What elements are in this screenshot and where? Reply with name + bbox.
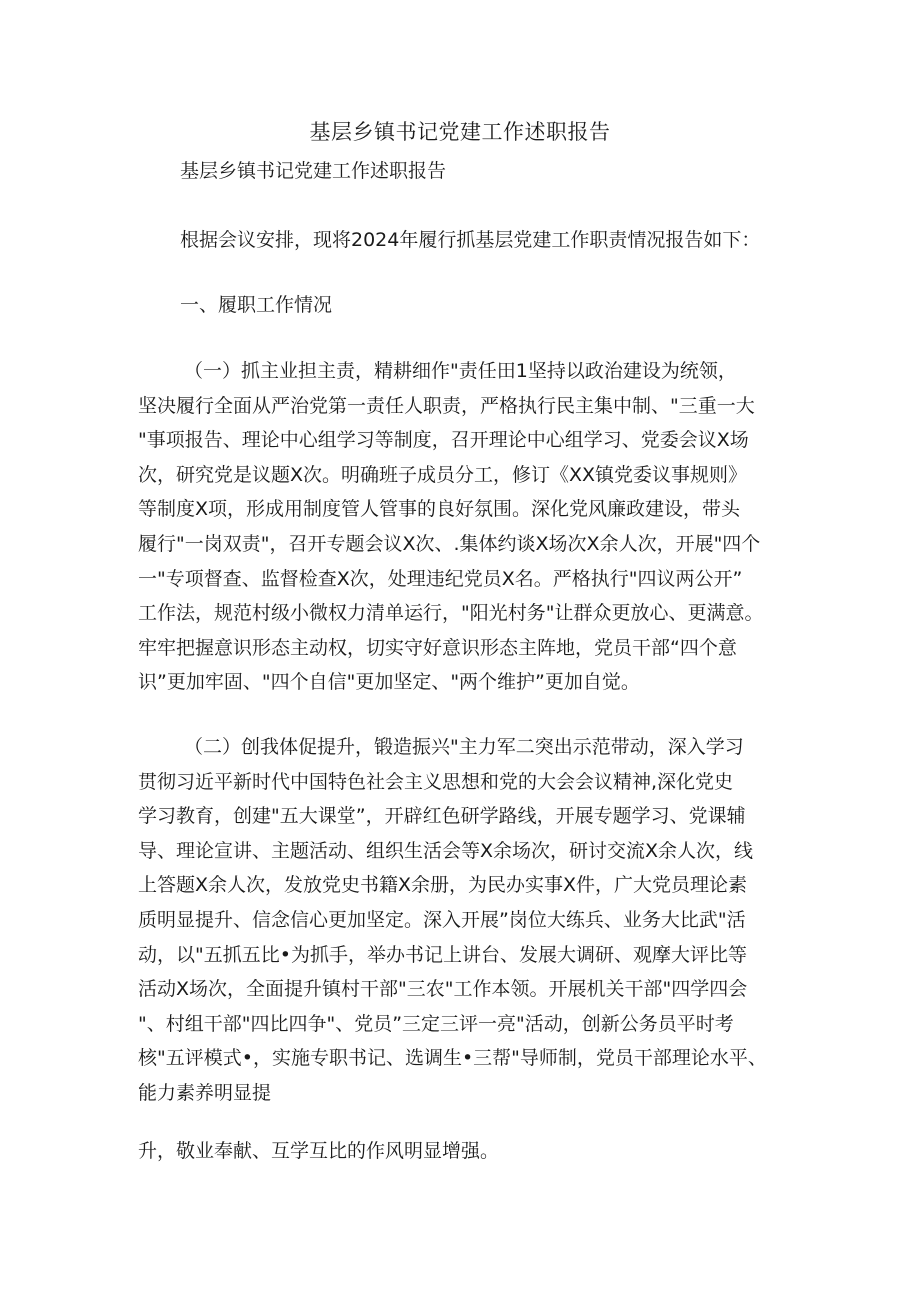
tail-paragraph: 升，敬业奉献、互学互比的作风明显增强。	[138, 1140, 500, 1162]
paragraph-line: 一"专项督查、监督检查X次，处理违纪党员X名。严格执行"四议两公开”	[138, 567, 743, 590]
paragraph-line: 能力素养明显提	[138, 1081, 272, 1104]
paragraph-line: 学习教育，创建"五大课堂”，开辟红色研学路线，开展专题学习、党课辅	[138, 805, 746, 828]
paragraph-line: 导、理论宣讲、主题活动、组织生活会等X余场次，研讨交流X余人次，线	[138, 839, 754, 862]
paragraph-line: （二）创我体促提升，锻造振兴"主力军二突出示范带动，深入学习	[184, 736, 744, 758]
paragraph-line: "事项报告、理论中心组学习等制度，召开理论中心组学习、党委会议X场	[138, 429, 749, 452]
paragraph-line: 识”更加牢固、"四个自信"更加坚定、"两个维护”更加自觉。	[138, 671, 640, 694]
section-heading: 一、履职工作情况	[180, 294, 333, 316]
paragraph-line: 核"五评模式•，实施专职书记、选调生•三帮"导师制，党员干部理论水平、	[138, 1047, 767, 1070]
document-title: 基层乡镇书记党建工作述职报告	[309, 120, 611, 144]
paragraph-line: 上答题X余人次，发放党史书籍X余册，为民办实事X件，广大党员理论素	[138, 874, 748, 897]
document-subtitle: 基层乡镇书记党建工作述职报告	[180, 160, 447, 182]
paragraph-line: 牢牢把握意识形态主动权，切实守好意识形态主阵地，党员干部“四个意	[138, 636, 737, 659]
paragraph-line: "、村组干部"四比四争"、党员”三定三评一亮"活动，创新公务员平时考	[138, 1012, 734, 1035]
paragraph-line: 贯彻习近平新时代中国特色社会主义思想和党的大会会议精神,深化党史	[138, 770, 734, 793]
paragraph-line: 质明显提升、信念信心更加坚定。深入开展”岗位大练兵、业务大比武"活	[138, 908, 746, 931]
paragraph-line: 活动X场次，全面提升镇村干部"三农"工作本领。开展机关干部"四学四会	[138, 978, 748, 1001]
paragraph-line: （一）抓主业担主责，精耕细作"责任田1坚持以政治建设为统领，	[184, 360, 737, 382]
paragraph-line: 动，以"五抓五比•为抓手，举办书记上讲台、发展大调研、观摩大评比等	[138, 943, 747, 966]
paragraph-line: 坚决履行全面从严治党第一责任人职责，严格执行民主集中制、"三重一大	[138, 394, 755, 417]
paragraph-2	[138, 730, 788, 1111]
paragraph-line: 履行"一岗双责"，召开专题会议X次、.集体约谈X场次X余人次，开展"四个	[138, 532, 761, 555]
paragraph-line: 次，研究党是议题X次。明确班子成员分工，修订《XX镇党委议事规则》	[138, 463, 748, 486]
paragraph-line: 工作法，规范村级小微权力清单运行，"阳光村务"让群众更放心、更满意。	[138, 602, 764, 625]
intro-paragraph: 根据会议安排，现将2024年履行抓基层党建工作职责情况报告如下：	[180, 229, 761, 251]
paragraph-line: 等制度X项，形成用制度管人管事的良好氛围。深化党风廉政建设，带头	[138, 498, 741, 521]
paragraph-1	[138, 354, 788, 700]
